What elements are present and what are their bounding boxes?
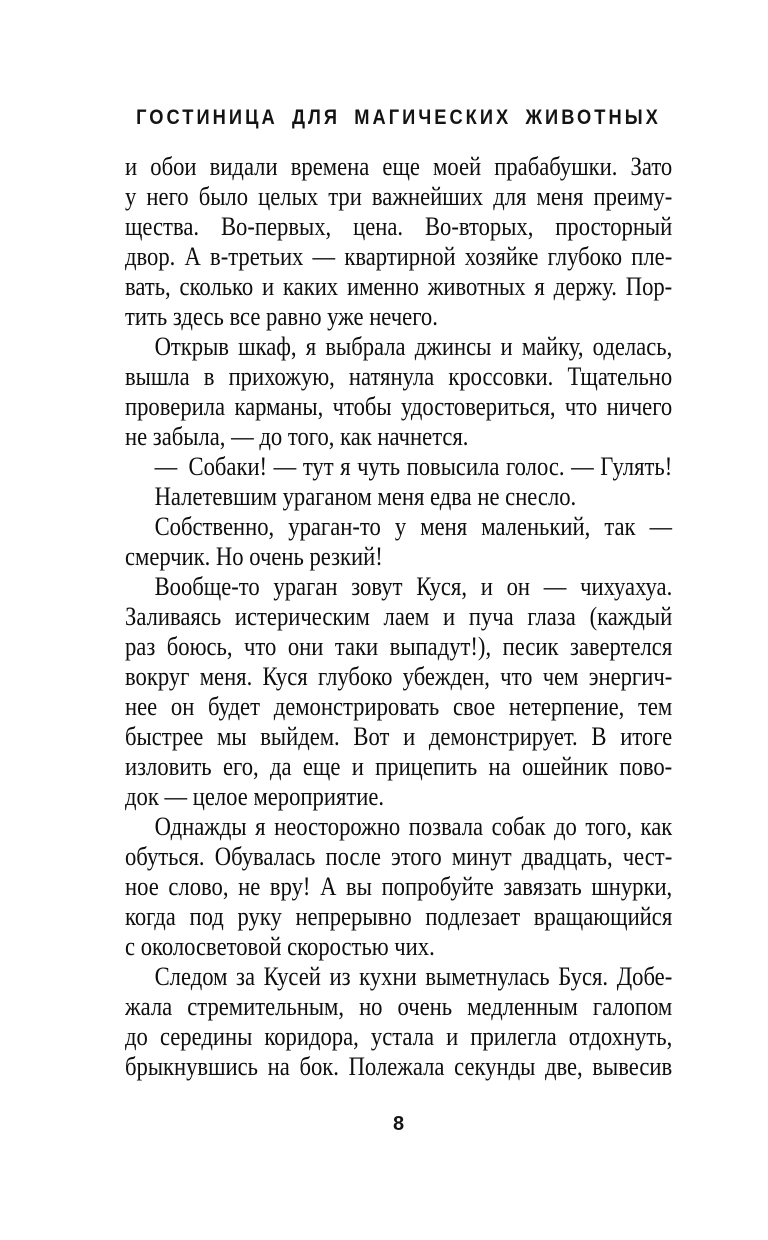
text-line: быстрее мы выйдем. Вот и демонстрирует. В итоге [125,722,673,751]
text-line: нее он будет демонстрировать свое нетерпение, тем [125,692,673,721]
text-line: вышла в прихожую, натянула кроссовки. Тщательно [125,362,673,391]
text-line: и обои видали времена еще моей прабабушки. Зато [125,152,673,181]
text-line: тить здесь все равно уже нечего. [125,302,438,331]
text-line: вокруг меня. Куся глубоко убежден, что чем энергич- [125,662,673,691]
text-line: Следом за Кусей из кухни выметнулась Буся. Добе- [154,962,673,991]
text-line: ное слово, не вру! А вы попробуйте завязать шнурки, [125,872,673,901]
text-line: двор. А в-третьих — квартирной хозяйке глубоко пле- [125,242,673,271]
paragraph [125,482,672,512]
text-line: когда под руку непрерывно подлезает вращающийся [125,902,673,931]
text-line: с околосветовой скоростью чих. [125,932,435,961]
text-line: не забыла, — до того, как начнется. [125,422,469,451]
text-line: Собственно, ураган-то у меня маленький, так — [154,512,673,541]
text-line: Однажды я неосторожно позвала собак до того, как [154,812,673,841]
text-line: — Собаки! — тут я чуть повысила голос. — Гулять! [154,452,673,481]
paragraph [125,332,672,452]
text-line: изловить его, да еще и прицепить на ошейник пово- [125,752,673,781]
paragraph [125,572,672,812]
paragraph [125,452,672,482]
text-line: док — целое мероприятие. [125,782,385,811]
text-line: брыкнувшись на бок. Полежала секунды две, вывесив [125,1052,673,1081]
text-line: проверила карманы, чтобы удостовериться, что ничего [125,392,673,421]
text-line: обуться. Обувалась после этого минут двадцать, чест- [125,842,673,871]
running-head-title: ГОСТИНИЦА ДЛЯ МАГИЧЕСКИХ ЖИВОТНЫХ [136,106,661,129]
text-line: вать, сколько и каких именно животных я держу. Пор- [125,272,673,301]
paragraph [125,962,672,1082]
text-line: у него было целых три важнейших для меня преиму- [125,182,673,211]
text-line: раз боюсь, что они таки выпадут!), песик завертелся [125,632,673,661]
text-line: Заливаясь истерическим лаем и пуча глаза (каждый [125,602,673,631]
page-number: 8 [392,1113,405,1135]
paragraph [125,512,672,572]
text-line: Налетевшим ураганом меня едва не снесло. [154,482,577,511]
text-line: Открыв шкаф, я выбрала джинсы и майку, оделась, [154,332,673,361]
text-line: смерчик. Но очень резкий! [125,542,383,571]
paragraph [125,812,672,962]
page-body [125,152,672,1082]
text-line: щества. Во-первых, цена. Во-вторых, просторный [125,212,673,241]
text-line: жала стремительным, но очень медленным галопом [125,992,673,1021]
paragraph [125,152,672,332]
text-line: до середины коридора, устала и прилегла отдохнуть, [125,1022,673,1051]
text-line: Вообще-то ураган зовут Куся, и он — чихуахуа. [154,572,673,601]
